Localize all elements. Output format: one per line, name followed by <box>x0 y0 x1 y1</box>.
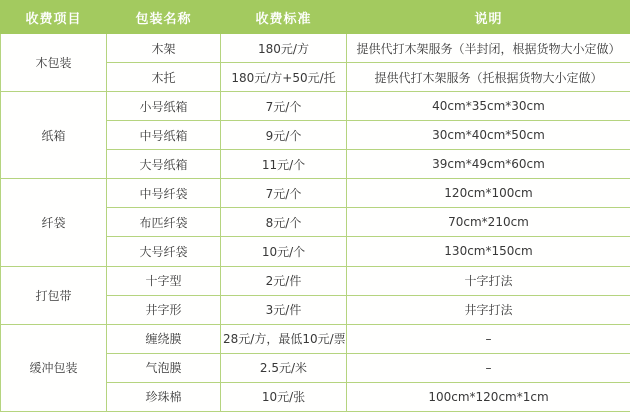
category-cell: 纸箱 <box>1 92 107 179</box>
name-cell: 木架 <box>107 34 221 63</box>
price-cell: 10元/张 <box>221 382 347 411</box>
price-cell: 180元/方+50元/托 <box>221 63 347 92</box>
table-row <box>1 34 630 63</box>
table-row <box>1 179 630 208</box>
note-cell: 提供代打木架服务（半封闭，根据货物大小定做） <box>347 34 630 63</box>
table-row <box>1 92 630 121</box>
note-cell: 提供代打木架服务（托根据货物大小定做） <box>347 63 630 92</box>
category-cell: 木包装 <box>1 34 107 92</box>
price-cell: 10元/个 <box>221 237 347 266</box>
table-row <box>1 324 630 353</box>
note-cell: 120cm*100cm <box>347 179 630 208</box>
table-header <box>1 1 630 34</box>
header-cell-package-name: 包装名称 <box>107 1 221 34</box>
name-cell: 珍珠棉 <box>107 382 221 411</box>
category-cell: 纤袋 <box>1 179 107 266</box>
name-cell: 木托 <box>107 63 221 92</box>
price-cell: 7元/个 <box>221 92 347 121</box>
table-row <box>1 266 630 295</box>
note-cell: – <box>347 353 630 382</box>
note-cell: 40cm*35cm*30cm <box>347 92 630 121</box>
price-cell: 2元/件 <box>221 266 347 295</box>
price-cell: 28元/方，最低10元/票 <box>221 324 347 353</box>
price-cell: 180元/方 <box>221 34 347 63</box>
header-cell-description: 说明 <box>347 1 630 34</box>
category-cell: 打包带 <box>1 266 107 324</box>
name-cell: 小号纸箱 <box>107 92 221 121</box>
header-cell-fee-item: 收费项目 <box>1 1 107 34</box>
name-cell: 井字形 <box>107 295 221 324</box>
note-cell: – <box>347 324 630 353</box>
note-cell: 井字打法 <box>347 295 630 324</box>
price-cell: 7元/个 <box>221 179 347 208</box>
name-cell: 布匹纤袋 <box>107 208 221 237</box>
header-row <box>1 1 630 34</box>
note-cell: 70cm*210cm <box>347 208 630 237</box>
category-cell: 缓冲包装 <box>1 324 107 411</box>
name-cell: 大号纤袋 <box>107 237 221 266</box>
name-cell: 中号纤袋 <box>107 179 221 208</box>
price-cell: 11元/个 <box>221 150 347 179</box>
note-cell: 39cm*49cm*60cm <box>347 150 630 179</box>
name-cell: 缠绕膜 <box>107 324 221 353</box>
note-cell: 130cm*150cm <box>347 237 630 266</box>
name-cell: 气泡膜 <box>107 353 221 382</box>
price-cell: 8元/个 <box>221 208 347 237</box>
name-cell: 大号纸箱 <box>107 150 221 179</box>
price-cell: 2.5元/米 <box>221 353 347 382</box>
price-cell: 3元/件 <box>221 295 347 324</box>
pricing-table-body <box>1 34 630 412</box>
note-cell: 十字打法 <box>347 266 630 295</box>
header-cell-fee-standard: 收费标准 <box>221 1 347 34</box>
price-cell: 9元/个 <box>221 121 347 150</box>
note-cell: 30cm*40cm*50cm <box>347 121 630 150</box>
name-cell: 十字型 <box>107 266 221 295</box>
name-cell: 中号纸箱 <box>107 121 221 150</box>
note-cell: 100cm*120cm*1cm <box>347 382 630 411</box>
